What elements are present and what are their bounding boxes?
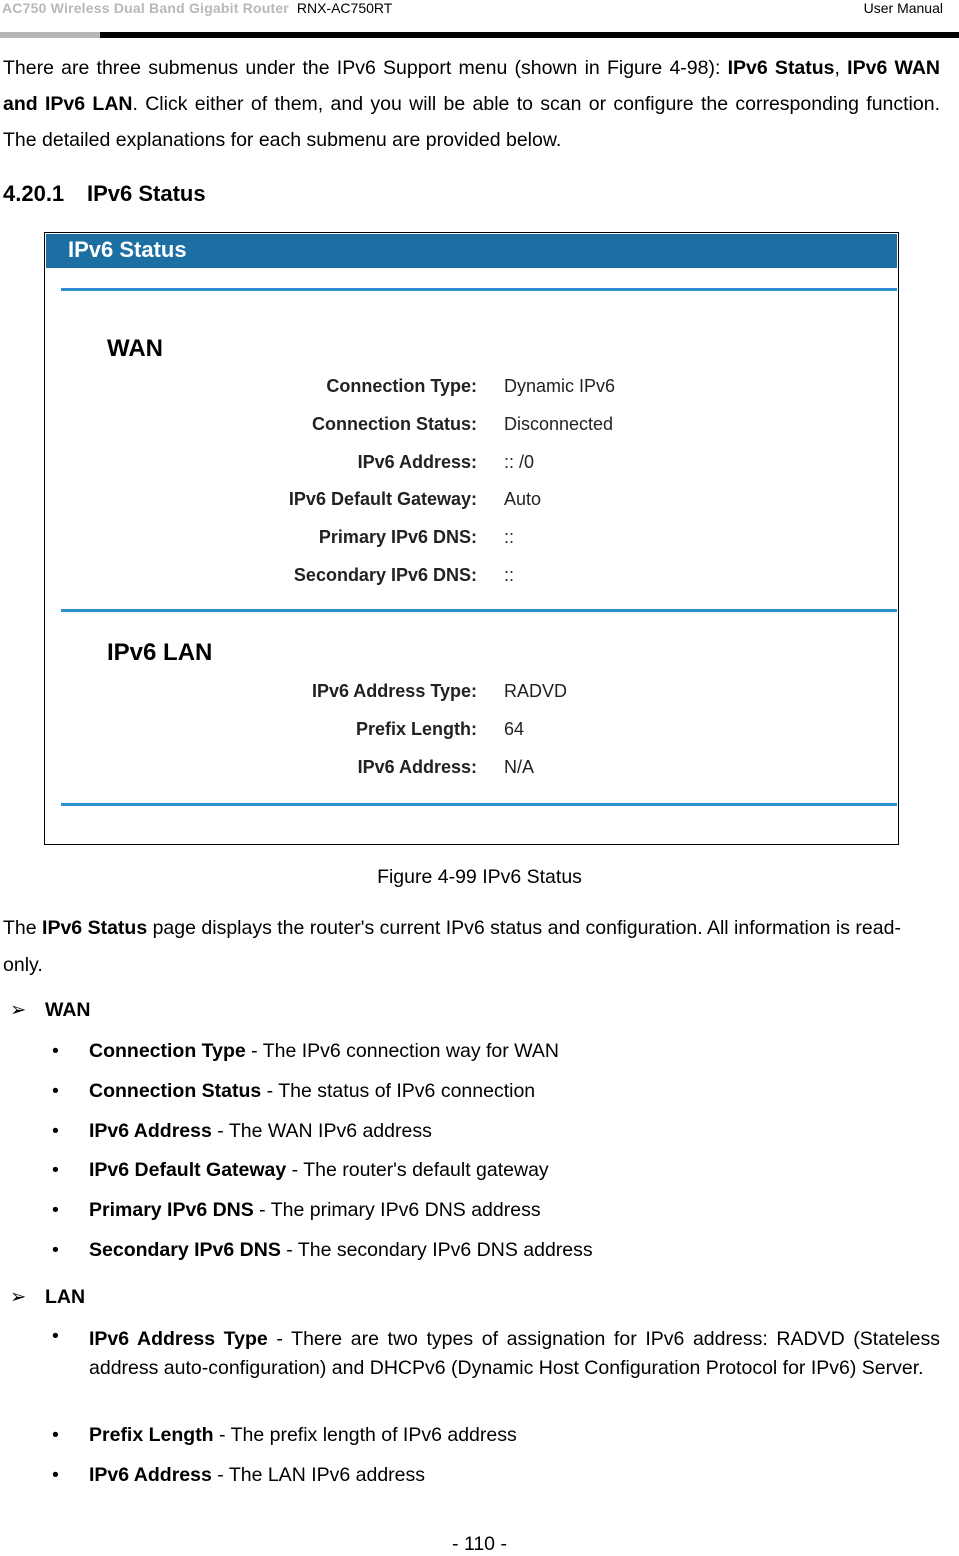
intro-paragraph: [3, 50, 940, 158]
header-title: [2, 0, 392, 16]
header-rule-gray: [0, 32, 100, 38]
figure-caption: Figure 4-99 IPv6 Status: [377, 866, 582, 888]
row-label: Prefix Length:: [355, 719, 477, 739]
list-item-text: Connection Type - The IPv6 connection way for WAN: [89, 1040, 559, 1062]
list-item-text: IPv6 Address - The WAN IPv6 address: [89, 1120, 432, 1142]
figure-divider: [61, 609, 897, 612]
wan-row-connection-status: [45, 414, 898, 438]
section-title: IPv6 Status: [87, 181, 206, 206]
bullet-icon: •: [52, 1325, 59, 1347]
row-label: Primary IPv6 DNS:: [318, 527, 477, 547]
desc-text-1: The: [3, 917, 43, 939]
list-item-text: IPv6 Address Type - There are two types of assignation for IPv6 address: RADVD (Stateless address auto-configuration) and DHCPv6 (Dynamic Host Configuration Protocol for IPv6) Server.: [89, 1328, 940, 1379]
intro-text-1: There are three submenus under the IPv6 Support menu (shown in Figure 4-98):: [3, 57, 728, 79]
wan-row-default-gateway: [45, 489, 898, 513]
bullet-icon: •: [52, 1120, 59, 1142]
bullet-icon: •: [52, 1199, 59, 1221]
wan-list-heading-text: WAN: [45, 999, 91, 1021]
list-item-text: Connection Status - The status of IPv6 connection: [89, 1080, 536, 1102]
lan-list-heading-text: LAN: [45, 1286, 86, 1308]
desc-text-2: page displays the router's current IPv6 status and configuration. All information is read-only.: [3, 917, 901, 976]
header-rule-black: [100, 32, 959, 38]
figure-title-bar: [46, 234, 897, 268]
row-value: ::: [504, 527, 515, 547]
row-label: IPv6 Address:: [357, 757, 477, 777]
row-value: 64: [504, 719, 525, 739]
row-value: N/A: [504, 757, 535, 777]
row-label: Connection Status:: [312, 414, 477, 434]
row-label: IPv6 Address Type:: [311, 681, 477, 701]
intro-bold-2: IPv6 WAN and IPv6 LAN: [3, 57, 940, 115]
row-label: Connection Type:: [326, 376, 477, 396]
arrow-bullet-icon: ➢: [10, 999, 27, 1021]
wan-row-ipv6-address: [45, 452, 898, 476]
page-header: [0, 0, 959, 40]
lan-list-heading: [10, 1285, 85, 1309]
bullet-icon: •: [52, 1424, 59, 1446]
bullet-icon: •: [52, 1159, 59, 1181]
row-value: Dynamic IPv6: [504, 376, 616, 396]
row-value: RADVD: [504, 681, 568, 701]
intro-bold-1: IPv6 Status: [727, 57, 835, 79]
list-item-text: Secondary IPv6 DNS - The secondary IPv6 DNS address: [89, 1239, 593, 1261]
list-item-text: Primary IPv6 DNS - The primary IPv6 DNS address: [89, 1199, 541, 1221]
section-heading: [3, 181, 206, 207]
wan-row-secondary-dns: [45, 565, 898, 589]
bullet-icon: •: [52, 1040, 59, 1062]
bullet-icon: •: [52, 1239, 59, 1261]
figure-wan-heading: WAN: [107, 335, 163, 362]
list-item-text: IPv6 Default Gateway - The router's default gateway: [89, 1159, 549, 1181]
row-label: IPv6 Address:: [357, 452, 477, 472]
wan-row-connection-type: [45, 376, 898, 400]
figure-lan-heading: IPv6 LAN: [107, 639, 213, 666]
header-brand: AC750 Wireless Dual Band Gigabit Router: [2, 0, 289, 16]
row-value: Auto: [504, 489, 542, 509]
wan-row-primary-dns: [45, 527, 898, 551]
arrow-bullet-icon: ➢: [10, 1286, 27, 1308]
lan-row-address-type: [45, 681, 898, 705]
row-value: ::: [504, 565, 515, 585]
row-label: IPv6 Default Gateway:: [288, 489, 477, 509]
ipv6-status-screenshot: [44, 232, 899, 845]
figure-title: IPv6 Status: [68, 237, 187, 262]
header-manual-label: User Manual: [863, 0, 943, 16]
header-model: RNX-AC750RT: [296, 0, 393, 16]
figure-divider: [61, 803, 897, 806]
row-value: :: /0: [504, 452, 535, 472]
lan-row-prefix-length: [45, 719, 898, 743]
section-number: 4.20.1: [3, 181, 65, 206]
list-item-text: IPv6 Address - The LAN IPv6 address: [89, 1464, 426, 1486]
list-item-text: Prefix Length - The prefix length of IPv6 address: [89, 1424, 517, 1446]
wan-list-heading: [10, 998, 91, 1022]
desc-bold-1: IPv6 Status: [42, 917, 148, 939]
row-label: Secondary IPv6 DNS:: [293, 565, 477, 585]
intro-text-3: . Click either of them, and you will be able to scan or configure the corresponding function. The detailed explanations for each submenu are provided below.: [3, 93, 940, 151]
bullet-icon: •: [52, 1080, 59, 1102]
intro-text-2: ,: [834, 57, 848, 79]
description-paragraph: [3, 910, 940, 984]
page-number: - 110 -: [452, 1533, 507, 1555]
lan-row-ipv6-address: [45, 757, 898, 781]
row-value: Disconnected: [504, 414, 614, 434]
figure-divider: [61, 288, 897, 291]
bullet-icon: •: [52, 1464, 59, 1486]
